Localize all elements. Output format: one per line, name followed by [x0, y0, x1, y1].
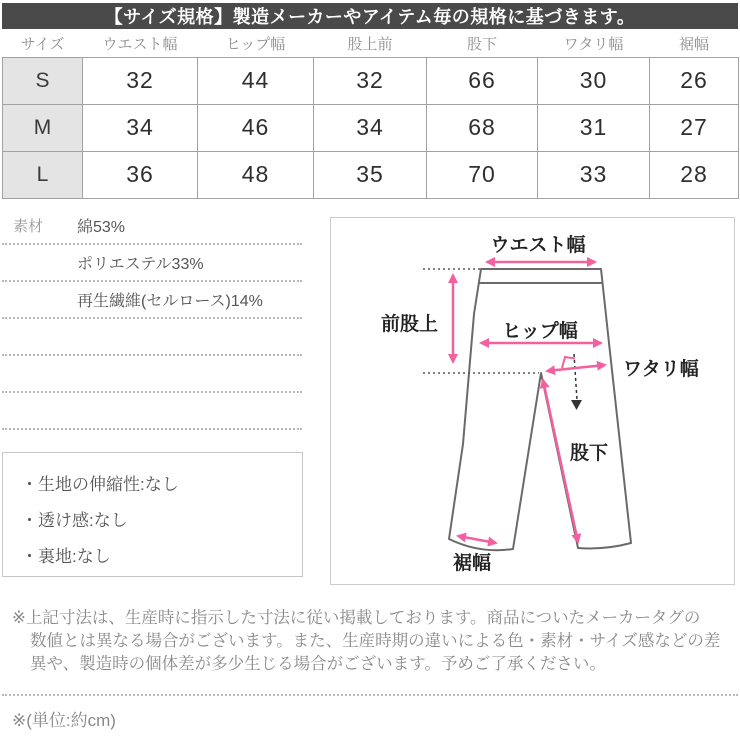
value-cell: 36: [83, 151, 198, 198]
size-label-cell: L: [3, 151, 83, 198]
page-title: 【サイズ規格】製造メーカーやアイテム毎の規格に基づきます。: [2, 3, 738, 29]
value-cell: 31: [538, 104, 650, 151]
features-box: [2, 452, 303, 577]
column-header: ウエスト幅: [102, 35, 178, 53]
value-cell: 28: [650, 151, 739, 198]
front-rise-label: 前股上: [380, 314, 438, 335]
size-label-cell: M: [3, 104, 83, 151]
material-value: 綿53%: [77, 219, 126, 236]
table-row: [3, 104, 739, 151]
waist-width-label: ウエスト幅: [490, 235, 586, 256]
column-header: ヒップ幅: [225, 35, 286, 53]
value-cell: 68: [427, 104, 538, 151]
footnote-line: ※上記寸法は、生産時に指示した寸法に従い掲載しております。商品についたメーカータグの: [12, 609, 701, 627]
value-cell: 27: [650, 104, 739, 151]
column-header: サイズ: [20, 35, 65, 53]
grainline-dashed-arrow: [574, 354, 577, 400]
material-section: [2, 208, 302, 430]
value-cell: 32: [314, 57, 427, 104]
column-header: ワタリ幅: [563, 35, 624, 53]
material-row-empty: [2, 319, 302, 356]
table-row: [3, 57, 739, 104]
thigh-width-arrow: [547, 365, 605, 371]
value-cell: 70: [427, 151, 538, 198]
material-row-empty: [2, 393, 302, 430]
value-cell: 26: [650, 57, 739, 104]
value-cell: 66: [427, 57, 538, 104]
material-label: 素材: [13, 218, 44, 235]
thigh-width-label: ワタリ幅: [623, 359, 699, 380]
value-cell: 30: [538, 57, 650, 104]
material-row: [2, 245, 302, 282]
hip-width-label: ヒップ幅: [502, 321, 578, 342]
table-header-row: [3, 30, 739, 57]
hem-width-arrow: [458, 536, 496, 543]
grainline-arrowhead: [571, 400, 582, 410]
value-cell: 32: [83, 57, 198, 104]
material-row-empty: [2, 356, 302, 393]
size-table: [2, 30, 739, 199]
value-cell: 34: [83, 104, 198, 151]
footnote-line: 異や、製造時の個体差が多少生じる場合がございます。予めご了承ください。: [30, 655, 606, 673]
value-cell: 46: [198, 104, 314, 151]
value-cell: 48: [198, 151, 314, 198]
feature-sheerness: ・透け感:なし: [21, 510, 128, 530]
feature-lining: ・裏地:なし: [21, 546, 111, 566]
unit-note: ※(単位:約cm): [12, 711, 116, 730]
inseam-label: 股下: [570, 443, 609, 464]
material-value: ポリエステル33%: [77, 256, 204, 273]
footnote: [12, 607, 730, 676]
column-header: 裾幅: [678, 35, 709, 53]
footer-divider: [2, 694, 738, 696]
footnote-line: 数値とは異なる場合がございます。また、生産時期の違いによる色・素材・サイズ感などの差: [30, 632, 721, 650]
hem-width-label: 裾幅: [452, 553, 492, 574]
material-row: [2, 208, 302, 245]
value-cell: 34: [314, 104, 427, 151]
right-angle-mark: [562, 357, 575, 368]
feature-stretch: ・生地の伸縮性:なし: [21, 474, 179, 494]
material-value: 再生繊維(セルロース)14%: [77, 293, 263, 310]
column-header: 股上前: [347, 35, 393, 53]
value-cell: 33: [538, 151, 650, 198]
value-cell: 44: [198, 57, 314, 104]
pants-diagram-svg: [331, 218, 734, 584]
pants-outline: [449, 269, 631, 550]
size-label-cell: S: [3, 57, 83, 104]
value-cell: 35: [314, 151, 427, 198]
table-row: [3, 151, 739, 198]
column-header: 股下: [466, 35, 497, 53]
pants-measurement-diagram: [330, 217, 735, 585]
material-row: [2, 282, 302, 319]
